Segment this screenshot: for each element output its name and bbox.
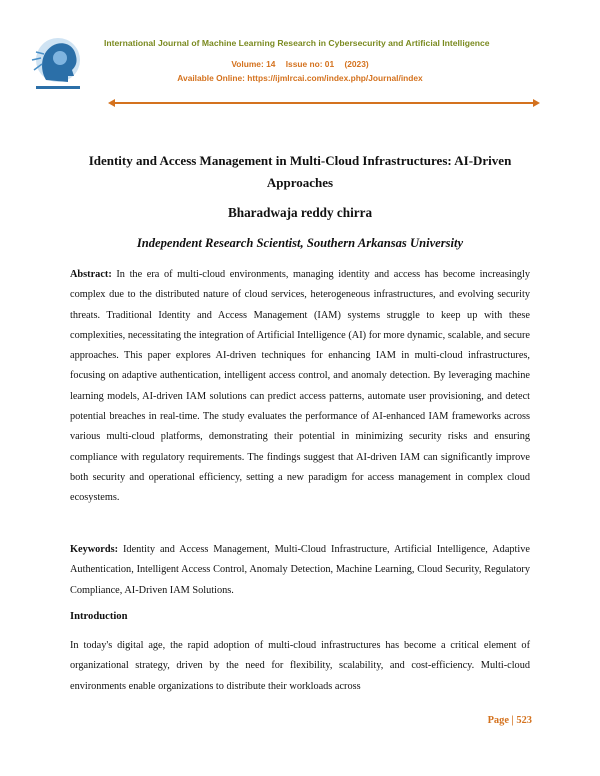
year: (2023) xyxy=(344,59,369,69)
journal-name: International Journal of Machine Learning Research in Cybersecurity and Artificial Intelligence xyxy=(104,38,490,48)
page-number: Page | 523 xyxy=(487,715,532,726)
header-rule xyxy=(108,99,540,107)
volume: Volume: 14 xyxy=(231,59,276,69)
abstract-label: Abstract: xyxy=(70,269,112,280)
introduction-heading: Introduction xyxy=(70,611,128,622)
author-name: Bharadwaja reddy chirra xyxy=(227,205,373,220)
keywords-text: Identity and Access Management, Multi-Cloud Infrastructure, Artificial Intelligence, Adaptive Authentication, Intelligent Access Control, Anomaly Detection, Machine Learning, Cloud Security, Regulatory Compliance, AI-Driven IAM Solutions. xyxy=(70,544,530,596)
author-affiliation: Independent Research Scientist, Southern Arkansas University xyxy=(136,236,464,250)
volume-issue-line xyxy=(0,59,600,69)
introduction-text: In today's digital age, the rapid adoption of multi-cloud infrastructures has become a critical element of organizational strategy, driven by the need for flexibility, scalability, and cost-efficiency. Multi-cloud environments enable organizations to distribute their workloads across xyxy=(70,640,530,692)
abstract-text: In the era of multi-cloud environments, managing identity and access has become increasingly complex due to the distributed nature of cloud services, heterogeneous infrastructures, and evolving security threats. Traditional Identity and Access Management (IAM) systems struggle to keep up with these complexities, necessitating the integration of Artificial Intelligence (AI) for more dynamic, scalable, and secure approaches. This paper explores AI-driven techniques for enhancing IAM in multi-cloud infrastructures, focusing on adaptive authentication, intelligent access control, and anomaly detection. By leveraging machine learning models, AI-driven IAM solutions can predict access patterns, automate user provisioning, and detect potential breaches in real-time. The study evaluates the performance of AI-enhanced IAM frameworks across various multi-cloud platforms, demonstrating their potential in minimizing security risks and ensuring compliance with regulatory requirements. The findings suggest that AI-driven IAM can significantly improve both security and operational efficiency, setting a new paradigm for access management in complex cloud ecosystems. xyxy=(70,269,531,504)
abstract xyxy=(70,265,530,509)
keywords xyxy=(70,540,530,601)
available-online: Available Online: https://ijmlrcai.com/index.php/Journal/index xyxy=(177,73,423,83)
issue: Issue no: 01 xyxy=(285,59,335,69)
paper-title: Identity and Access Management in Multi-Cloud Infrastructures: AI-Driven Approaches xyxy=(88,153,512,190)
keywords-label: Keywords: xyxy=(70,544,119,555)
